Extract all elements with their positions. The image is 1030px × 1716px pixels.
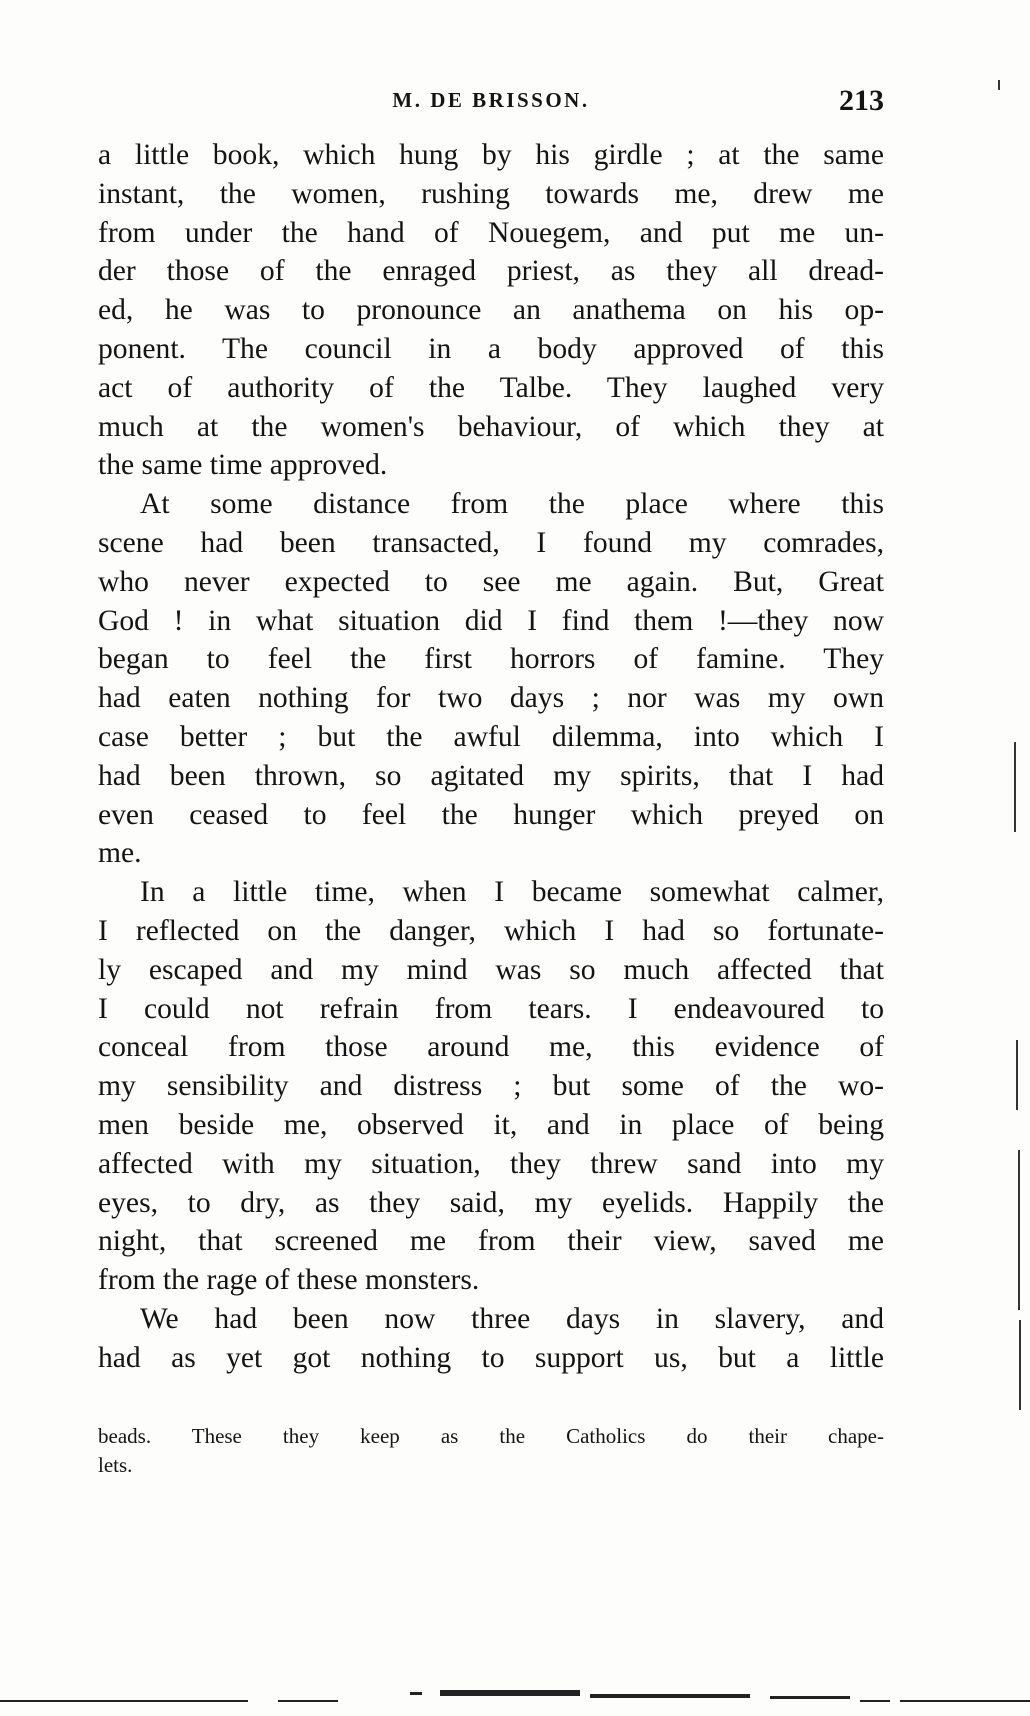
body-text: [98, 136, 884, 1378]
running-head: M. DE BRISSON.: [392, 88, 590, 112]
text-line: instant, the women, rushing towards me, drew me: [98, 177, 884, 210]
paragraph: [98, 873, 884, 1300]
text-line: ly escaped and my mind was so much affected that: [98, 953, 884, 986]
footnote-line: lets.: [98, 1453, 133, 1477]
bottom-rule: [410, 1692, 422, 1695]
text-line: who never expected to see me again. But, Great: [98, 565, 884, 598]
text-line: case better ; but the awful dilemma, into which I: [98, 720, 884, 753]
text-line: from the rage of these monsters.: [98, 1264, 480, 1297]
text-line: scene had been transacted, I found my comrades,: [98, 526, 884, 559]
text-line: I reflected on the danger, which I had so fortunate-: [98, 914, 884, 947]
text-line: act of authority of the Talbe. They laughed very: [98, 371, 884, 404]
bottom-rule: [278, 1700, 338, 1702]
text-line: had been thrown, so agitated my spirits, that I had: [98, 759, 884, 792]
text-line: much at the women's behaviour, of which they at: [98, 410, 884, 443]
text-line: night, that screened me from their view, saved me: [98, 1225, 884, 1258]
bottom-rule: [440, 1690, 580, 1696]
footnote-line: beads. These they keep as the Catholics do their chape-: [98, 1424, 884, 1448]
bottom-rule: [0, 1700, 248, 1702]
text-line: conceal from those around me, this evidence of: [98, 1031, 884, 1064]
gutter-mark: [1019, 1320, 1021, 1410]
text-line: a little book, which hung by his girdle ; at the same: [98, 139, 884, 171]
gutter-mark: [998, 80, 1000, 90]
bottom-rule: [900, 1700, 1030, 1702]
text-line: In a little time, when I became somewhat calmer,: [140, 876, 884, 909]
text-line: eyes, to dry, as they said, my eyelids. Happily the: [98, 1186, 884, 1219]
text-line: my sensibility and distress ; but some of the wo-: [98, 1070, 884, 1103]
bottom-rule: [590, 1694, 750, 1698]
text-line: At some distance from the place where this: [140, 488, 884, 521]
text-line: the same time approved.: [98, 449, 388, 482]
text-line: God ! in what situation did I find them !—they now: [98, 604, 884, 637]
text-line: had as yet got nothing to support us, but a little: [98, 1341, 884, 1374]
bottom-rule: [770, 1696, 850, 1699]
page-number: 213: [839, 84, 884, 117]
text-line: from under the hand of Nouegem, and put me un-: [98, 216, 884, 249]
text-line: men beside me, observed it, and in place of being: [98, 1108, 884, 1141]
text-line: ed, he was to pronounce an anathema on his op-: [98, 294, 884, 327]
text-line: me.: [98, 837, 142, 870]
text-line: began to feel the first horrors of famine. They: [98, 643, 884, 676]
gutter-mark: [1014, 742, 1016, 832]
page-header: [98, 84, 884, 120]
text-line: der those of the enraged priest, as they all dread-: [98, 255, 884, 288]
text-line: ponent. The council in a body approved of this: [98, 332, 884, 365]
text-line: I could not refrain from tears. I endeavoured to: [98, 992, 884, 1025]
text-line: even ceased to feel the hunger which preyed on: [98, 798, 884, 831]
bottom-rule: [860, 1700, 890, 1702]
gutter-mark: [1016, 1040, 1018, 1110]
paragraph: [98, 136, 884, 485]
text-line: had eaten nothing for two days ; nor was my own: [98, 682, 884, 715]
text-line: affected with my situation, they threw sand into my: [98, 1147, 884, 1180]
footnote: [98, 1422, 884, 1480]
gutter-mark: [1018, 1150, 1020, 1310]
paragraph: [98, 1300, 884, 1378]
paragraph: [98, 485, 884, 873]
text-line: We had been now three days in slavery, and: [140, 1302, 884, 1335]
